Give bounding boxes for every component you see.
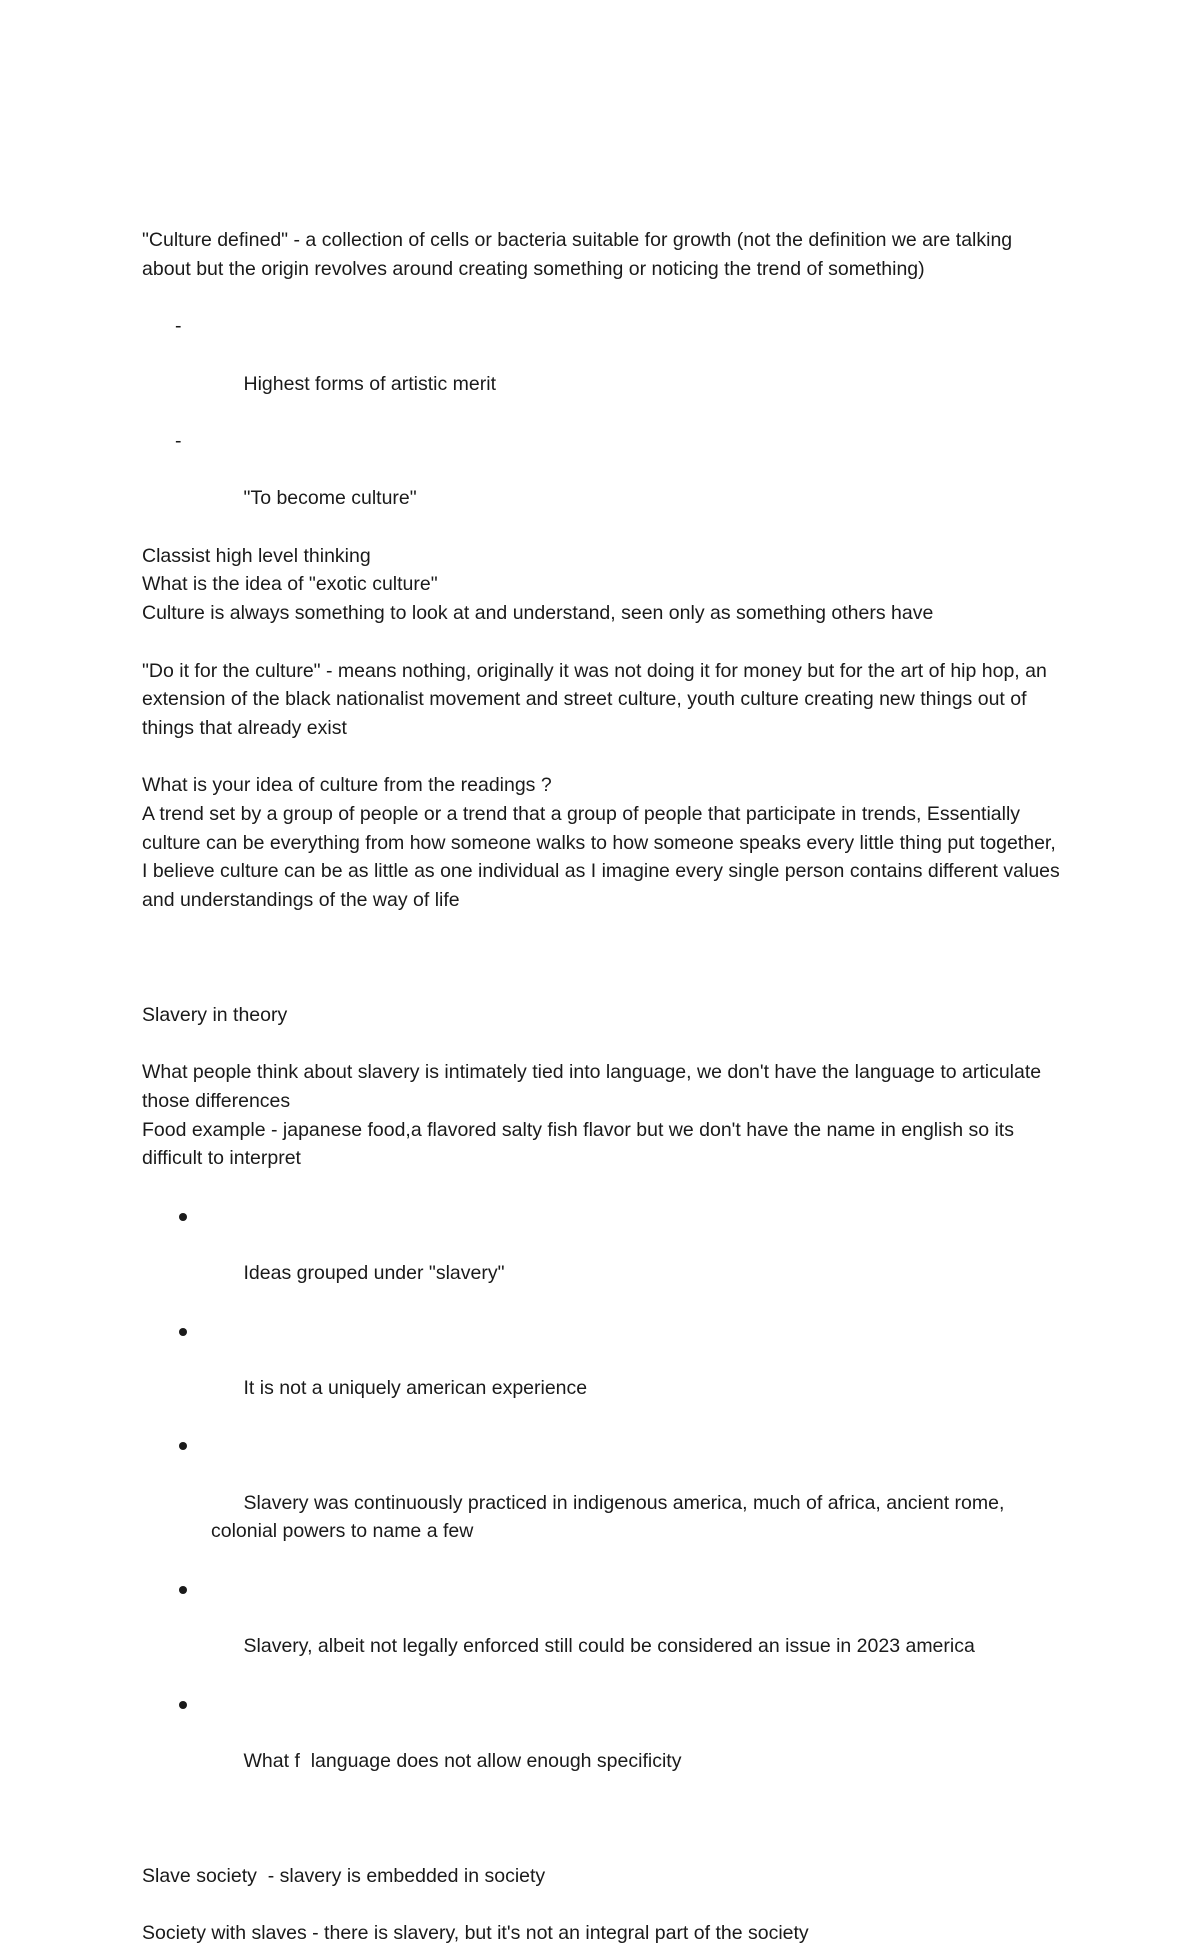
exotic-culture-line: What is the idea of "exotic culture" [142, 573, 438, 596]
culture-defined-paragraph: "Culture defined" - a collection of cells or bacteria suitable for growth (not the definition we are talking about but the origin revolves around creating something or noticing the trend of something) [142, 229, 1018, 280]
spacer [142, 1030, 1062, 1059]
bullet-list-item [142, 1575, 1062, 1690]
bullet-list-item [142, 1431, 1062, 1575]
dash-list-item-text: "To become culture" [243, 487, 417, 510]
bullet-icon [179, 1442, 187, 1450]
readings-answer-paragraph: A trend set by a group of people or a trend that a group of people that participate in trends, Essentially culture can be everything from how someone walks to how someone speaks every little thing put together, I believe culture can be as little as one individual as I imagine every single person contains different values and understandings of the way of life [142, 803, 1066, 912]
bullet-list-item [142, 1690, 1062, 1805]
culture-look-line: Culture is always something to look at and understand, seen only as something others have [142, 602, 934, 625]
bullet-icon [179, 1328, 187, 1336]
slave-society-line: Slave society - slavery is embedded in society [142, 1864, 546, 1887]
spacer [142, 1891, 1062, 1920]
food-example-paragraph: Food example - japanese food,a flavored salty fish flavor but we don't have the name in english so its difficult to interpret [142, 1118, 1020, 1170]
do-it-for-culture-paragraph: "Do it for the culture" - means nothing, originally it was not doing it for money but for the art of hip hop, an extension of the black nationalist movement and street culture, youth culture creating new things out of things that already exist [142, 659, 1053, 739]
language-paragraph: What people think about slavery is intimately tied into language, we don't have the language to articulate those differences [142, 1061, 1047, 1112]
bullet-list-item-text: Ideas grouped under "slavery" [243, 1262, 505, 1285]
bullet-list-item-text: Slavery, albeit not legally enforced still could be considered an issue in 2023 america [243, 1635, 975, 1658]
dash-list [142, 312, 1062, 542]
spacer [142, 628, 1062, 657]
bullet-icon [179, 1701, 187, 1709]
document-page [142, 226, 1066, 1948]
dash-list-item-text: Highest forms of artistic merit [243, 372, 496, 395]
dash-list-item [142, 427, 1062, 542]
spacer [142, 1804, 1062, 1833]
spacer [142, 1833, 1062, 1862]
classist-line: Classist high level thinking [142, 544, 371, 567]
dash-list-item [142, 312, 1062, 427]
bullet-icon [179, 1213, 187, 1221]
bullet-list [142, 1202, 1062, 1805]
spacer [142, 1173, 1062, 1202]
section-heading-slavery: Slavery in theory [142, 1003, 288, 1026]
dash-marker: - [175, 429, 182, 452]
bullet-list-item-text: Slavery was continuously practiced in indigenous america, much of africa, ancient rome, colonial powers to name a few [211, 1491, 1010, 1543]
spacer [142, 743, 1062, 772]
bullet-list-item [142, 1202, 1062, 1317]
spacer [142, 915, 1062, 1001]
dash-marker: - [175, 315, 182, 338]
society-with-slaves-line: Society with slaves - there is slavery, but it's not an integral part of the society [142, 1922, 809, 1945]
readings-question: What is your idea of culture from the readings ? [142, 774, 552, 797]
bullet-icon [179, 1586, 187, 1594]
bullet-list-item [142, 1317, 1062, 1432]
spacer [142, 283, 1062, 312]
bullet-list-item-text: It is not a uniquely american experience [243, 1376, 588, 1399]
bullet-list-item-text: What f language does not allow enough specificity [243, 1750, 682, 1773]
